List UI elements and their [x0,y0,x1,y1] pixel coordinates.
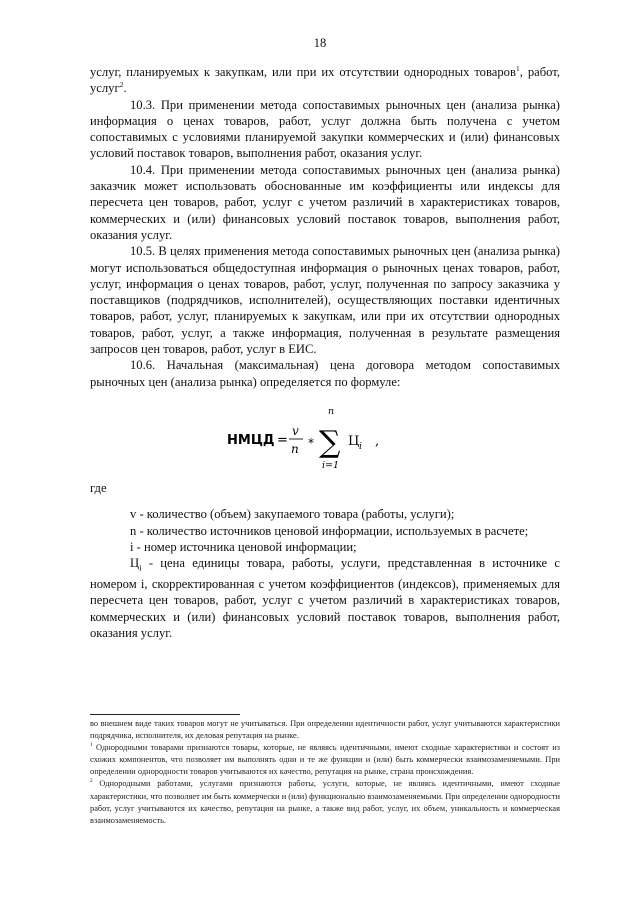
footnote-1 [90,742,560,778]
footnote-2-text: Однородными работами, услугами признаются работы, услуги, которые, не являясь идентичными, имеют сходные характеристики, что позволяет им быть коммерчески и (или) функционально взаимозаменяемыми. При определении однородности работ, услуг учитываются их качество, репутация на рынке, а также вид работ, услуг, их объем, уникальность и коммерческая взаимозаменяемость. [90,779,560,825]
paragraph-continuation [90,64,560,97]
formula-equals: = [277,432,288,448]
definition-n: n - количество источников ценовой информации, используемых в расчете; [130,523,529,538]
footnote-1-mark: 1 [90,742,93,749]
price-symbol: Ц [130,556,140,571]
price-definition-text: - цена единицы товара, работы, услуги, представленная в источнике с номером i, скорректированная с учетом коэффициентов (индексов), применяемых для пересчета цен товаров, работ, услуг с учетом различий в характеристиках товаров, коммерческих и (или) финансовых условий поставок товаров, выполнения работ, оказания услуг. [90,556,560,640]
formula-graphic [225,400,425,476]
paragraph-text: , работ, услуг [90,65,560,96]
sum-upper-limit: n [328,405,335,417]
paragraph-10-4: 10.4. При применении метода сопоставимых рыночных цен (анализа рынка) заказчик может использовать обоснованные им коэффициенты или индексы для пересчета цен товаров, работ, услуг с учетом различий в характеристиках товаров, коммерческих и (или) финансовых условий поставок товаров, выполнения работ, оказания услуг. [90,162,560,242]
price-symbol-subscript: i [139,562,142,573]
formula-lhs: НМЦД [227,432,275,448]
paragraph-10-3: 10.3. При применении метода сопоставимых рыночных цен (анализа рынка) информация о ценах товаров, работ, услуг должна быть получена с учетом сопоставимых с условиями планируемой закупки коммерческих и (или) финансовых условий поставок товаров, выполнения работ, оказания услуг. [90,97,560,161]
definition-i: i - номер источника ценовой информации; [130,539,357,554]
footnote-ref-2: 2 [119,80,124,90]
formula-trailing-comma: , [375,433,380,449]
main-text [90,64,560,641]
paragraph-text: услуг, планируемых к закупкам, или при их отсутствии однородных товаров [90,65,516,79]
paragraph-10-5: 10.5. В целях применения метода сопоставимых рыночных цен (анализа рынка) могут использоваться общедоступная информация о рыночных ценах товаров, работ, услуг, информация о ценах товаров, работ, услуг, полученная по запросу заказчика у поставщиков (подрядчиков, исполнителей), осуществляющих поставки идентичных товаров, работ, услуг, планируемых к закупкам, или при их отсутствии однородных товаров, работ, услуг, а также информация, полученная в результате размещения запросов цен товаров, работ, услуг в ЕИС. [90,244,560,357]
paragraph-text: . [123,81,127,96]
footnote-1-text: Однородными товарами признаются товары, которые, не являясь идентичными, имеют сходные характеристики и состоят из схожих компонентов, что позволяет им выполнять одни и те же функции и (или) быть коммерчески взаимозаменяемыми. При определении однородности товаров учитываются их качество, репутация на рынке, страна происхождения. [90,743,560,777]
nmcd-formula [90,400,560,476]
footnote-separator [90,714,240,715]
footnote-2 [90,778,560,826]
where-label: где [90,480,107,495]
paragraph-10-6: 10.6. Начальная (максимальная) цена договора методом сопоставимых рыночных цен (анализа рынка) определяется по формуле: [90,358,560,389]
formula-times: * [308,435,314,450]
sum-lower-limit: i=1 [322,459,340,471]
footnotes [90,718,560,827]
footnote-continuation: во внешнем виде таких товаров могут не учитываться. При определении идентичности работ, услуг учитываются характеристики подрядчика, исполнителя, их деловая репутация на рынке. [90,719,560,741]
formula-term-subscript: i [359,441,362,452]
footnote-2-mark: 2 [90,778,93,785]
footnote-ref-1: 1 [515,63,520,73]
formula-numerator: v [292,423,299,438]
definition-v: v - количество (объем) закупаемого товара (работы, услуги); [130,507,455,522]
sigma-icon: ∑ [319,424,341,460]
definition-price [90,555,560,641]
page-number: 18 [313,36,327,50]
formula-term: Ц [348,433,360,449]
formula-denominator: n [291,441,299,456]
